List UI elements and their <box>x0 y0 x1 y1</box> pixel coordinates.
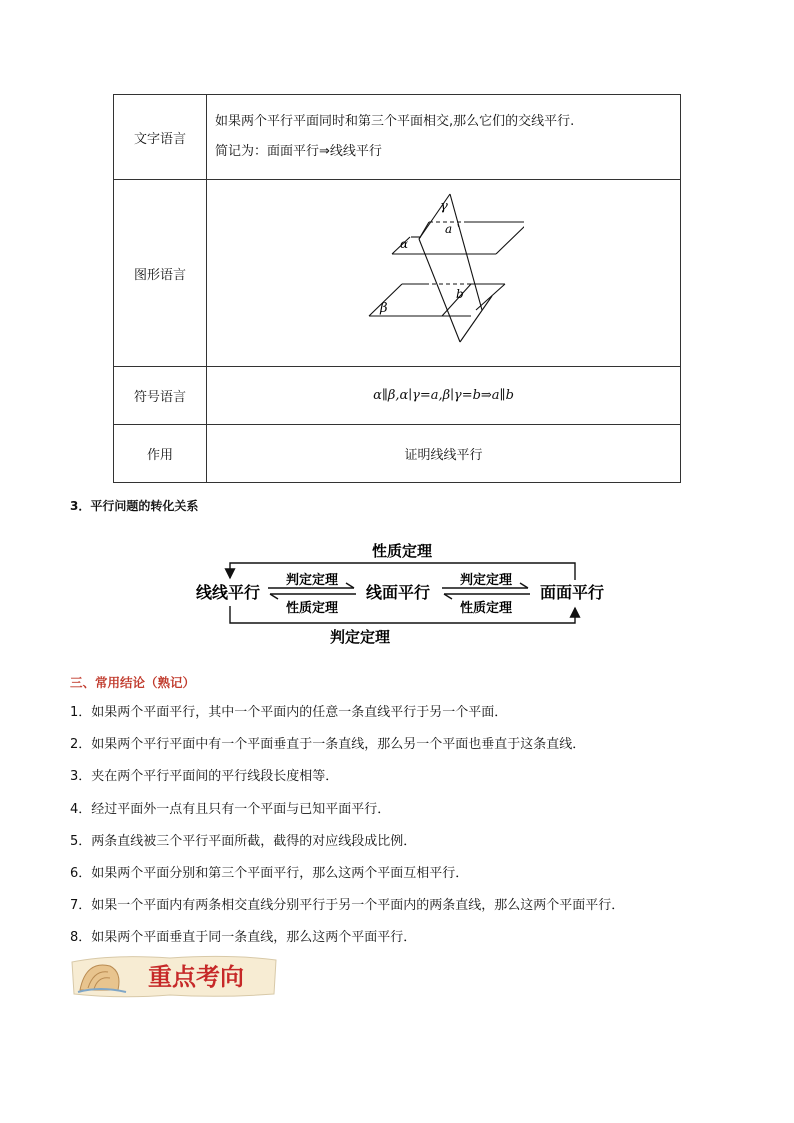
label-a: a <box>444 222 452 236</box>
label-gamma: γ <box>439 199 448 214</box>
table-row-symbol-language <box>114 367 681 425</box>
use-value: 证明线线平行 <box>207 425 681 483</box>
flow-arrow2-top-label: 判定定理 <box>459 573 513 588</box>
text-language-cell <box>207 95 681 180</box>
label-beta: β <box>379 301 388 316</box>
figure-cell <box>207 180 681 367</box>
label-b: b <box>455 287 464 301</box>
row-label-text: 文字语言 <box>114 95 207 180</box>
conclusions-list <box>70 703 624 961</box>
label-alpha: α <box>399 237 408 251</box>
list-item: 3．夹在两个平行平面间的平行线段长度相等． <box>70 769 339 785</box>
row-label-symbol: 符号语言 <box>114 367 207 425</box>
flow-node-line-line: 线线平行 <box>195 583 261 602</box>
theorem-statement: 如果两个平行平面同时和第三个平面相交,那么它们的交线平行. <box>215 114 575 129</box>
list-item: 5．两条直线被三个平行平面所截，截得的对应线段成比例． <box>70 833 417 849</box>
table-row-text-language <box>114 95 681 180</box>
list-item: 4．经过平面外一点有且只有一个平面与已知平面平行． <box>70 801 391 817</box>
flow-node-plane-plane: 面面平行 <box>539 583 605 602</box>
table-row-figure-language <box>114 180 681 367</box>
flow-top-label: 性质定理 <box>371 542 433 560</box>
list-item: 2．如果两个平行平面中有一个平面垂直于一条直线，那么另一个平面也垂直于这条直线． <box>70 737 586 753</box>
list-item: 6．如果两个平面分别和第三个平面平行，那么这两个平面互相平行． <box>70 865 469 881</box>
parallel-planes-figure <box>364 188 524 358</box>
list-item: 1．如果两个平面平行，其中一个平面内的任意一条直线平行于另一个平面． <box>70 705 508 720</box>
transformation-flow-diagram <box>180 536 620 648</box>
theorem-shorthand: 简记为：面面平行⇒线线平行 <box>215 144 382 159</box>
conclusions-heading: 三、常用结论（熟记） <box>70 675 196 690</box>
banner-title: 重点考向 <box>148 963 244 991</box>
list-item: 7．如果一个平面内有两条相交直线分别平行于另一个平面内的两条直线，那么这两个平面平行． <box>70 898 625 914</box>
key-topics-banner <box>70 952 280 1000</box>
row-label-use: 作用 <box>114 425 207 483</box>
table-row-use <box>114 425 681 483</box>
list-item: 8．如果两个平面垂直于同一条直线，那么这两个平面平行． <box>70 930 417 946</box>
symbol-expression: α∥β,α∣γ=a,β∣γ=b⇒a∥b <box>207 367 681 425</box>
flow-node-line-plane: 线面平行 <box>365 583 431 602</box>
flow-bottom-label: 判定定理 <box>329 628 391 646</box>
section-3-heading: 3．平行问题的转化关系 <box>70 499 199 513</box>
theorem-table <box>113 94 681 483</box>
flow-arrow1-bottom-label: 性质定理 <box>285 601 339 616</box>
flow-arrow2-bottom-label: 性质定理 <box>459 601 513 616</box>
flow-arrow1-top-label: 判定定理 <box>285 573 339 588</box>
row-label-figure: 图形语言 <box>114 180 207 367</box>
